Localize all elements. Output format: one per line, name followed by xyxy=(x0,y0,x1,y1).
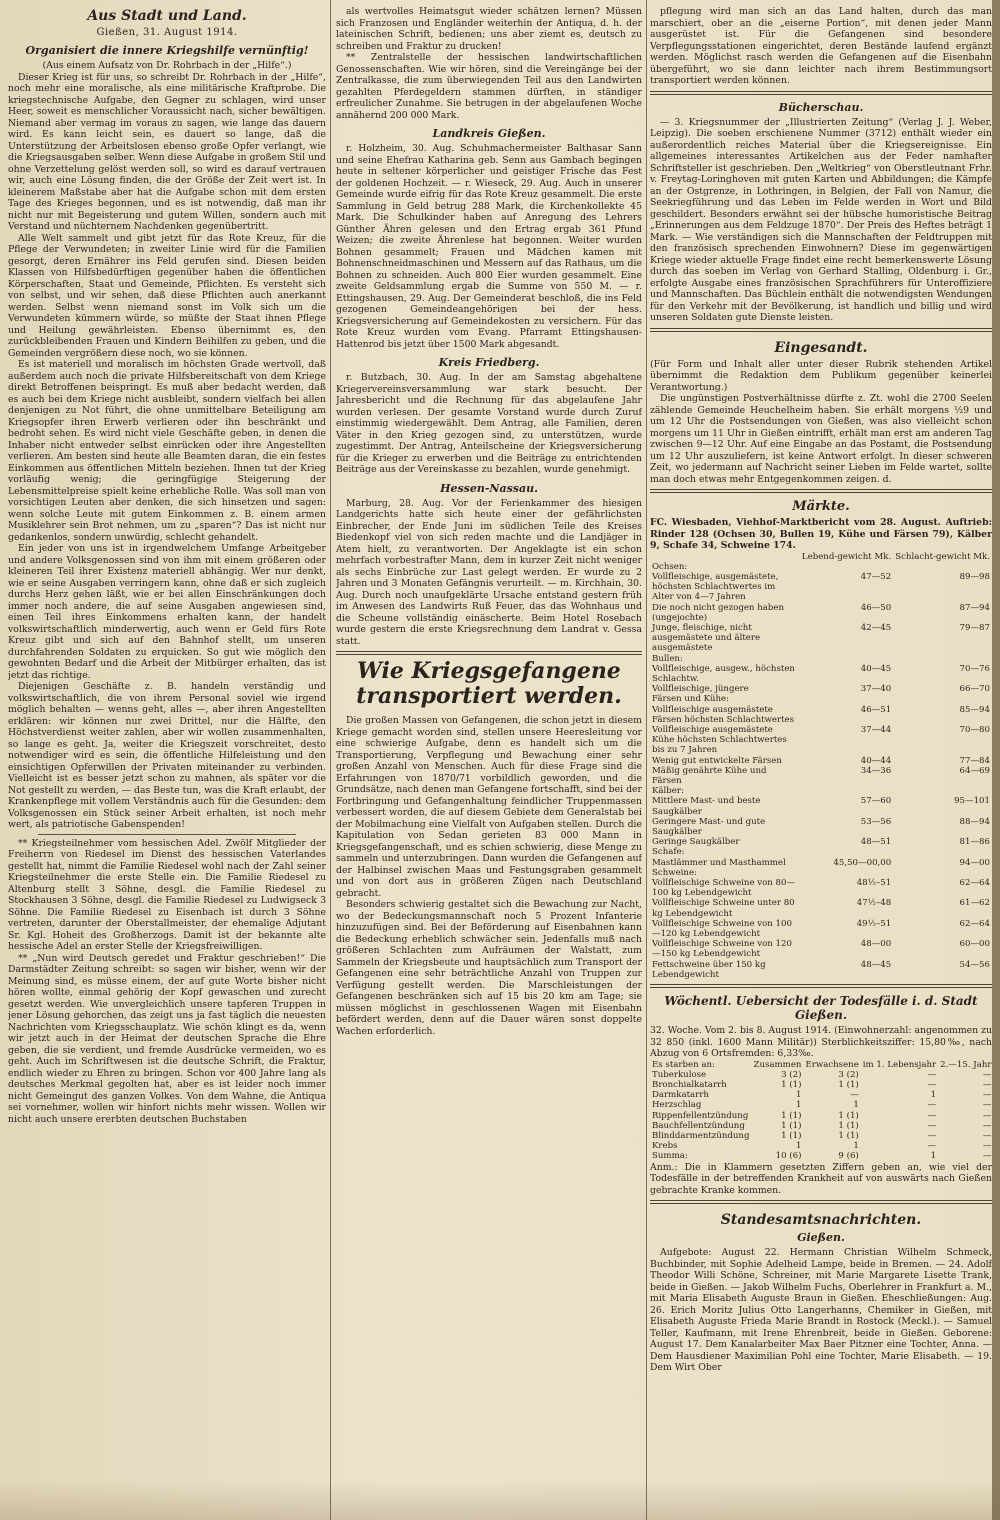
row-value: 94—00 xyxy=(959,857,990,868)
section-heading: Eingesandt. xyxy=(774,339,868,356)
row-value: 57—60 xyxy=(860,796,892,807)
section-title: Aus Stadt und Land. xyxy=(87,8,247,24)
row-value: 42—45 xyxy=(860,622,892,633)
row-value: 46—51 xyxy=(860,704,892,715)
row-label: Geringere Mast- und gute Saugkälber xyxy=(652,816,766,837)
table-row xyxy=(650,786,992,796)
table-row xyxy=(650,796,992,816)
row-value: 1 (1) xyxy=(781,1120,802,1131)
feature-paragraph: Die großen Massen von Gefangenen, die schon jetzt in diesem Kriege gemacht worden sind, stellen unsere Heeresleitung vor eine schwierige Aufgabe, denn es handelt sich um die Transportierung, Verpflegung und Bewachung einer sehr großen Anzahl von Menschen. Auch für diese Frage sind die Erfahrungen von 1870/71 vorbildlich geworden, und die Grundsätze, nach denen man Gefangene fortschafft, sind bei der Fortbringung und Gefangenhaltung feindlicher Truppenmassen verbessert worden, die auf diesem Gebiete dem Generalstab bei der Mobilmachung eine Vielfalt von Aufgaben stellen. Durch die Kapitulation von Sedan gerieten 83 000 Mann in Kriegsgefangenschaft, und es schien schwierig, diese Menge zu sammeln und unterzubringen. Dann wurden die Gefangenen auf der Halbinsel zwischen Maas und Festungsgraben gesammelt und von dort aus in größeren Zügen nach Deutschland gebracht. xyxy=(336,715,642,899)
column-rule xyxy=(330,0,331,1520)
row-value: 47½–48 xyxy=(856,898,892,909)
row-value xyxy=(893,786,992,796)
row-value: 54—56 xyxy=(959,959,990,970)
section-heading: Kreis Friedberg. xyxy=(438,356,540,369)
paper-stain xyxy=(0,1480,1000,1520)
table-row xyxy=(650,705,992,725)
row-value: — xyxy=(982,1141,992,1152)
divider xyxy=(650,328,992,332)
row-value: — xyxy=(982,1100,992,1111)
row-label: Die noch nicht gezogen haben (ungejochte) xyxy=(652,602,784,623)
feature-headline: Wie Kriegsgefangene transportiert werden. xyxy=(356,658,622,709)
row-value: — xyxy=(982,1151,992,1162)
row-value xyxy=(800,786,893,796)
row-value: 70—76 xyxy=(959,663,990,674)
row-value: — xyxy=(927,1079,937,1090)
row-value: 37—44 xyxy=(860,724,892,735)
row-value xyxy=(893,868,992,878)
row-value xyxy=(800,868,893,878)
row-value: 1 xyxy=(930,1090,937,1101)
row-value: 1 (1) xyxy=(838,1120,859,1131)
section-heading: Hessen-Nassau. xyxy=(440,481,538,495)
row-value: 48—00 xyxy=(860,939,892,950)
row-label: Schweine: xyxy=(652,867,697,878)
notice-paragraph: ** Kriegsteilnehmer vom hessischen Adel. Zwölf Mitglieder der Freiherrn von Riedesel im Dienst des hessischen Vaterlandes gestellt hat, nimmt die Familie Riedesel wohl nach der Zahl seiner Kriegsteilnehmer die erste Stelle ein. Die Familie Riedesel zu Altenburg stellt 3 Söhne, desgl. die Familie Riedesel zu Stockhausen 3 Söhne, desgl. die Familie Riedesel zu Ludwigseck 3 Söhne. Die Familie Riedesel zu Eisenbach ist durch 3 Söhne vertreten, darunter der Oberstallmeister, der ehemalige Adjutant Sr. Kgl. Hoheit des Großherzogs. Damit ist der bekannte alte hessische Adel an erster Stelle der Kriegsfreiwilligen. xyxy=(8,837,326,952)
row-label: Ochsen: xyxy=(652,561,688,572)
subheading: Gießen. xyxy=(797,1231,845,1245)
row-value: — xyxy=(927,1110,937,1121)
article-paragraph: Diejenigen Geschäfte z. B. handeln verständig und volkswirtschaftlich, die von ihrem Personal soviel wie irgend möglich behalten — wenns geht, alles —, aber ihren Angestellten erklären: wir können nur zwei Drittel, nur die Hälfte, den Höchstverdienst weiter zahlen, aber wir wollen zusammenhalten, so lange es geht. Ja, weiter die Kriegszeit vorschreitet, desto notwendiger wird es sein, die öffentliche Hilfeleistung und den einsichtigen Opferwillen der Privaten miteinander zu verbinden. Vielleicht ist es besser jetzt schon zu mahnen, als später vor die Not gestellt zu werden, — das Beste tun, was die Kraft erlaubt, der Krankenpflege mit vollem Verständnis auch für die Gesunden: dem Volksgenossen ein Stück seiner Arbeit erhalten, ist noch mehr wert, als patriotische Gabenspenden! xyxy=(8,681,326,830)
table-row xyxy=(650,939,992,959)
notice-paragraph: ** Zentralstelle der hessischen landwirtschaftlichen Genossenschaften. Wie wir hören, sind die Vereingänge bei der Zentralkasse, die zum überwiegenden Teil aus den Landwirten gezahlten Pferdegeldern stammen dürften, in ständiger erfreulicher Zunahme. Sie betrugen in der abgelaufenen Woche annähernd 200 000 Mark. xyxy=(336,52,642,121)
table-row xyxy=(650,756,992,766)
continued-paragraph: pflegung wird man sich an das Land halten, durch das man marschiert, ober an die „eiserne Portion“, mit denen jeder Mann ausgerüstet ist. Für die Gefangenen sind besondere Verpflegungsstationen eingerichtet, deren Bestände laufend ergänzt werden. Möglichst rasch werden die Gefangenen auf die Eisenbahn übergeführt, wo sie dann leichter nach ihrem Bestimmungsort transportiert werden können. xyxy=(650,6,992,86)
row-value xyxy=(893,847,992,857)
section-text: r. Butzbach, 30. Aug. In der am Samstag abgehaltene Kriegervereinsversammlung war stark besucht. Der Jahresbericht und die Rechnung für das abgelaufene Jahr wurden verlesen. Der gesamte Vorstand wurde durch Zuruf einstimmig wiedergewählt. Dem Antrag, alle Familien, deren Väter in den Krieg gezogen sind, zu unterstützen, wurde zugestimmt. Der Antrag, Anteilscheine der Kriegsversicherung für die Krieger zu erwerben und die Beiträge zu entrichtenden Beiträge aus der Vereinskasse zu bezahlen, wurde genehmigt. xyxy=(336,372,642,475)
table-header: im 1. Lebensjahr xyxy=(862,1059,937,1070)
continued-paragraph: als wertvolles Heimatsgut wieder schätzen lernen? Müssen sich Franzosen und Engländer weiterhin der Antiqua, d. h. der lateinischen Schrift, bedienen; uns aber ziemt es, deutsch zu schreiben und Fraktur zu drucken! xyxy=(336,6,642,52)
row-label: Mäßig genährte Kühe und Färsen xyxy=(652,765,767,786)
row-label: Krebs xyxy=(652,1141,678,1152)
row-label: Vollfleischige, ausgew., höchsten Schlachtw. xyxy=(652,663,795,684)
row-value: 89—98 xyxy=(959,571,990,582)
row-value: 70—80 xyxy=(959,724,990,735)
article-paragraph: Es ist materiell und moralisch im höchsten Grade wertvoll, daß außerdem auch noch die private Hilfsbereitschaft von dem Kriege direkt Betroffenen beispringt. Es muß aber bedacht werden, daß es auch bei dem Kriege nicht ausbleibt, sondern vielfach bei allen denjenigen zu Not führt, die ohne unmittelbare Beteiligung am Kriegsopfer ihren Erwerb verlieren oder ihn beschränkt und bedroht sehen. Es wird nicht viele Geschäfte geben, in denen die Inhaber nicht entweder selbst einrücken oder ihre Angestellten verlieren. Am besten sind heute alle Beamten daran, die ein festes Einkommen aus öffentlichen Mitteln beziehen. Ihnen tut der Krieg vorläufig wenig; die geringfügige Steigerung der Lebensmittelpreise spielt keine erhebliche Rolle. Was soll man von vorsichtigen Leuten aber denken, die sich hinsetzen und sagen: wenn solche Leute mit gutem Einkommen z. B. einem armen Musiklehrer sein Brot nehmen, um zu „sparen“? Das ist nicht nur gedankenlos, sondern unwürdig, schlecht gehandelt. xyxy=(8,359,326,543)
section-heading: Standesamtsnachrichten. xyxy=(720,1212,922,1229)
table-row xyxy=(650,1070,992,1080)
row-value: 1 xyxy=(853,1100,859,1111)
table-row xyxy=(650,858,992,868)
row-value: — xyxy=(982,1090,992,1101)
divider xyxy=(650,91,992,95)
section-heading: Landkreis Gießen. xyxy=(432,127,546,140)
row-value: 1 xyxy=(853,1141,859,1152)
row-value: — xyxy=(850,1090,859,1101)
column-3 xyxy=(650,0,992,1374)
table-row xyxy=(650,878,992,898)
row-label: Wenig gut entwickelte Färsen xyxy=(652,755,782,766)
row-label: Vollfleischige Schweine unter 80 kg Lebendgewicht xyxy=(652,898,795,919)
row-value xyxy=(893,562,992,572)
row-value: 87—94 xyxy=(959,602,990,613)
table-row xyxy=(650,562,992,572)
row-value xyxy=(800,847,893,857)
row-value: — xyxy=(927,1141,937,1152)
row-value: — xyxy=(982,1120,992,1131)
table-row xyxy=(650,623,992,654)
row-value: 60—00 xyxy=(959,939,990,950)
row-label: Rippenfellentzündung xyxy=(652,1110,749,1121)
divider xyxy=(650,489,992,493)
row-value: 45,50—00,00 xyxy=(833,857,892,868)
table-row xyxy=(650,960,992,980)
divider xyxy=(650,1200,992,1204)
row-value xyxy=(893,694,992,704)
row-value xyxy=(800,694,893,704)
row-value: 49½–51 xyxy=(856,918,892,929)
section-text: r. Holzheim, 30. Aug. Schuhmachermeister Balthasar Sann und seine Ehefrau Katharina geb. Senn aus Gambach begingen heute in seltener körperlicher und geistiger Frische das Fest der goldenen Hochzeit. — r. Wieseck, 29. Aug. Auch in unserer Gemeinde wurde eifrig für das Rote Kreuz gesammelt. Die erste Sammlung in Geld betrug 288 Mark, die Kirchenkollekte 45 Mark. Die Schulkinder haben auf Anregung des Lehrers Günther Ähren gelesen und den Ertrag ergab 361 Pfund Weizen; die zweite Ährenlese hat begonnen. Weiter wurden Bohnen gesammelt; Frauen und Mädchen kamen mit Bohnenschneidmaschinen und Messern auf das Rathaus, um die Bohnen zu schneiden. Auch 800 Eier wurden gesammelt. Eine zweite Geldsammlung ergab die Summe von 550 M. — r. Ettingshausen, 29. Aug. Der Gemeinderat beschloß, die ins Feld gezogenen Gemeindeangehörigen bei der hess. Kriegsversicherung auf Gemeindekosten zu versichern. Für das Rote Kreuz wurden vom Evang. Pfarramt Ettingshausen-Hattenrod bis jetzt über 1500 Mark abgesandt. xyxy=(336,143,642,350)
stats-intro: 32. Woche. Vom 2. bis 8. August 1914. (Einwohnerzahl: angenommen zu 32 850 (inkl. 1600 Mann Militär)) Sterblichkeitsziffer: 15,80‰, nach Abzug von 6 Ortsfremden: 6,33‰. xyxy=(650,1025,992,1060)
row-value: 1 xyxy=(795,1100,802,1111)
table-row xyxy=(650,1151,992,1161)
death-table xyxy=(650,1060,992,1162)
row-value: 64—69 xyxy=(959,765,990,776)
section-heading: Märkte. xyxy=(792,499,850,514)
table-row xyxy=(650,684,992,694)
row-value: 1 xyxy=(795,1090,802,1101)
divider xyxy=(650,984,992,988)
row-value: — xyxy=(927,1100,937,1111)
table-note: Anm.: Die in Klammern gesetzten Ziffern geben an, wie viel der Todesfälle in der betreffenden Krankheit auf von auswärts nach Gießen gebrachte Kranke kommen. xyxy=(650,1161,992,1196)
disclaimer: (Für Form und Inhalt aller unter dieser Rubrik stehenden Artikel übernimmt die Redaktion dem Publikum gegenüber keinerlei Verantwortung.) xyxy=(650,358,992,393)
article-paragraph: Dieser Krieg ist für uns, so schreibt Dr. Rohrbach in der „Hilfe“, noch mehr eine moralische, als eine militärische Kraftprobe. Die kriegstechnische Aufgabe, den Gegner zu schlagen, wird unser Heer, soweit es menschlicher Voraussicht nach, sicher bewältigen. Niemand aber vermag im voraus zu sagen, wie lange das dauern wird. Es kann leicht sein, es dauert so lange, daß die Unterstützung der Arbeitslosen ebenso große Opfer verlangt, wie die Kriegsausgaben selber. Wenn diese Aufgabe in großem Stil und ohne Verzettelung gelöst werden soll, so wird es darauf vertrauen wir, auch eine Lösung finden, die der Größe der Zeit wert ist. In kleinerem Maßstabe aber hat die Aufgabe schon mit dem ersten Tage des Krieges begonnen, und es ist notwendig, daß man ihr nicht nur mit Begeisterung und gutem Willen, sondern auch mit Verstand und nüchternem Nachdenken gegenübertritt. xyxy=(8,71,326,232)
row-value: 88—94 xyxy=(959,816,990,827)
table-row xyxy=(650,837,992,847)
row-label: Bronchialkatarrh xyxy=(652,1079,727,1090)
market-table xyxy=(650,552,992,981)
row-value xyxy=(800,654,893,664)
dateline: Gießen, 31. August 1914. xyxy=(96,27,238,38)
row-value: 1 (1) xyxy=(781,1079,802,1090)
row-value: 62—64 xyxy=(959,878,990,888)
table-row xyxy=(650,1090,992,1100)
market-intro: FC. Wiesbaden, Viehhof-Marktbericht vom 28. August. Auftrieb: Rinder 128 (Ochsen 30, Bullen 19, Kühe und Färsen 79), Kälber 9, Schafe 34, Schweine 174. xyxy=(650,517,992,551)
table-row xyxy=(650,1080,992,1090)
row-value: 40—44 xyxy=(860,755,892,766)
row-value: 53—56 xyxy=(860,816,892,827)
row-value: 1 (1) xyxy=(781,1110,802,1121)
row-value: — xyxy=(927,1130,937,1141)
row-value xyxy=(893,654,992,664)
table-row xyxy=(650,654,992,664)
row-value: 95—101 xyxy=(954,796,990,807)
table-row xyxy=(650,868,992,878)
table-row xyxy=(650,1111,992,1121)
row-value xyxy=(800,562,893,572)
column-2 xyxy=(336,0,642,1037)
column-1 xyxy=(8,0,326,1125)
article-paragraph: Ein jeder von uns ist in irgendwelchem Umfange Arbeitgeber und andere Volksgenossen sind von ihm mit einem größeren oder kleineren Teil ihrer Existenz materiell abhängig. Wer nur denkt, wie er seine Ausgaben verringern kann, ohne daß er sich zugleich durchs Herz gehen läßt, wie er bei allen Einschränkungen doch immer noch andere, die auf seine Ausgaben angewiesen sind, einen Teil ihres Einkommens erhalten kann, der handelt volkswirtschaftlich minderwertig, auch wenn er Geld fürs Rote Kreuz gibt und sich auf den Bahnhof stellt, um unseren durchfahrenden Soldaten zu erquicken. So gut wie möglich den gewohnten Bedarf und die Arbeit der Mitbürger erhalten, das ist jetzt das richtige. xyxy=(8,543,326,681)
row-value: — xyxy=(927,1069,937,1080)
row-value: 47—52 xyxy=(860,571,892,582)
row-value: 9 (6) xyxy=(838,1151,859,1162)
table-row xyxy=(650,1141,992,1151)
row-value: 48—51 xyxy=(860,837,892,848)
section-heading: Wöchentl. Uebersicht der Todesfälle i. d. Stadt Gießen. xyxy=(664,994,978,1023)
row-value: 48—45 xyxy=(860,959,892,970)
row-value: 85—94 xyxy=(959,704,990,715)
table-header: Zusammen xyxy=(753,1059,802,1070)
divider xyxy=(336,651,642,655)
row-label: Junge, fleischige, nicht ausgemästete und ältere ausgemästete xyxy=(652,622,761,654)
table-row xyxy=(650,664,992,684)
row-label: Mittlere Mast- und beste Saugkälber xyxy=(652,796,761,817)
row-value: 48½–51 xyxy=(856,878,892,888)
row-value: — xyxy=(982,1079,992,1090)
table-row xyxy=(650,919,992,939)
table-row xyxy=(650,1121,992,1131)
row-value: 62—64 xyxy=(959,918,990,929)
row-label: Vollfleischige Schweine von 120—150 kg Lebendgewicht xyxy=(652,939,792,960)
row-label: Blinddarmentzündung xyxy=(652,1130,750,1141)
table-row xyxy=(650,572,992,603)
article-paragraph: Alle Welt sammelt und gibt jetzt für das Rote Kreuz, für die Pflege der Verwundeten; in zweiter Linie wird für die Familien gesorgt, deren Ernährer ins Feld gerufen sind. Diesen beiden Klassen von Hilfsbedürftigen gegenüber haben die öffentlichen Körperschaften, Staat und Gemeinde, Pflichten. Es versteht sich von selbst, und wir sehen, daß diese Pflichten auch anerkannt werden. Selbst wenn niemand sonst im Volk sich um die Verwundeten kümmern würde, so müßte der Staat ihnen Pflege und Heilung gewährleisten. Ebenso übernimmt es, den zurückbleibenden Frauen und Kindern Beihilfen zu geben, und die Gemeinden vergrößern diese noch, wo sie können. xyxy=(8,232,326,359)
section-text: Die ungünstigen Postverhältnisse dürfte z. Zt. wohl die 2700 Seelen zählende Gemeinde Heuchelheim haben. Sie erhält morgens ½9 und um 12 Uhr die Postsendungen von Gießen, was also vielleicht schon morgens um 11 Uhr in Gießen eintrifft, erhält man erst am anderen Tag zwischen 9—12 Uhr. Auf eine Eingabe an das Postamt, die Postsendung um 12 Uhr auszuliefern, ist keine Antwort erfolgt. In dieser schweren Zeit, wo jedermann auf Nachricht seiner Lieben im Felde wartet, sollte man doch etwas mehr Entgegenkommen zeigen. d. xyxy=(650,393,992,485)
row-value: 81—86 xyxy=(959,837,990,848)
section-text: Aufgebote: August 22. Hermann Christian Wilhelm Schmeck, Buchbinder, mit Sophie Adelheid Lampe, beide in Bremen. — 24. Adolf Theodor Willi Schöne, Schreiner, mit Marie Margarete Lisette Trank, beide in Gießen. — Jakob Wilhelm Fuchs, Oberlehrer in Frankfurt a. M., mit Maria Elisabeth Auguste Braun in Gießen. Eheschließungen: Aug. 26. Erich Moritz Julius Otto Langerhanns, Chemiker in Gießen, mit Elisabeth Auguste Frieda Marie Brandt in Rostock (Meckl.). — Samuel Teller, Kaufmann, mit Irene Ehrenbreit, beide in Gießen. Geborene: August 17. Dem Kanalarbeiter Max Baer Pitzner eine Tochter, Anna. — Dem Hausdiener Maximilian Pohl eine Tochter, Marie Elisabeth. — 19. Dem Wirt Ober xyxy=(650,1247,992,1374)
row-value: — xyxy=(982,1069,992,1080)
column-rule xyxy=(646,0,647,1520)
table-row xyxy=(650,1131,992,1141)
row-value: 1 (1) xyxy=(838,1110,859,1121)
row-label: Tuberkulose xyxy=(652,1069,707,1080)
row-label: Vollfleischige Schweine von 80—100 kg Lebendgewicht xyxy=(652,878,796,899)
row-label: Darmkatarrh xyxy=(652,1090,709,1101)
row-value: 46—50 xyxy=(860,602,892,613)
feature-paragraph: Besonders schwierig gestaltet sich die Bewachung zur Nacht, wo der Bedeckungsmannschaft noch 5 Prozent Infanterie hinzuzufügen sind. Bei der Beförderung auf Eisenbahnen kann die Bedeckung erheblich schwächer sein. Jedenfalls muß nach größeren Schlachten zum Aufräumen der Walstatt, zum Sammeln der Kriegsbeute und hauptsächlich zum Transport der Gefangenen eine sehr beträchtliche Anzahl von Truppen zur Verfügung gestellt werden. Die Marschleistungen der Gefangenen beschränken sich auf 15 bis 20 km am Tage; sie müssen möglichst in geschlossenen Wagen mit Eisenbahn befördert werden, denn auf die Dauer wären sonst doppelte Wachen erforderlich. xyxy=(336,899,642,1037)
row-value: 10 (6) xyxy=(775,1151,802,1162)
row-label: Schafe: xyxy=(652,847,685,858)
row-value: 1 xyxy=(795,1141,802,1152)
row-value: 66—70 xyxy=(959,684,990,695)
row-value: 1 (1) xyxy=(838,1079,859,1090)
page-edge xyxy=(992,0,1000,1520)
table-row xyxy=(650,694,992,704)
divider xyxy=(38,834,296,835)
section-heading: Bücherschau. xyxy=(778,100,864,114)
article-source: (Aus einem Aufsatz von Dr. Rohrbach in der „Hilfe“.) xyxy=(42,60,292,71)
table-header: 2.—15. Jahr xyxy=(940,1059,992,1070)
row-value: 77—84 xyxy=(959,755,990,766)
table-row xyxy=(650,1100,992,1110)
row-label: Bullen: xyxy=(652,653,683,664)
section-text: Marburg, 28. Aug. Vor der Ferienkammer des hiesigen Landgerichts hatte sich heute einer der gefährlichsten Einbrecher, der Ende Juni im südlichen Teile des Kreises Biedenkopf viel von sich reden machte und die Landjäger in Atem hielt, zu verantworten. Der Angeklagte ist ein schon mehrfach vorbestrafter Mann, dem in kurzer Zeit nicht weniger als sechs Einbrüche zur Last gelegt werden. Er wurde zu 2 Jahren und 3 Monaten Gefängnis verurteilt. — m. Kirchhain, 30. Aug. Durch noch unaufgeklärte Ursache entstand gestern früh im Anwesen des Landwirts Ruß Feuer, das das Wohnhaus und die Scheune vollständig einäscherte. Beim Hotel Rosebach wurde gestern die erste Kriegsrechnung dem Landrat v. Gessa statt. xyxy=(336,497,642,647)
row-label: Herzschlag xyxy=(652,1100,702,1111)
row-value: 1 (1) xyxy=(838,1130,859,1141)
row-label: Kälber: xyxy=(652,786,684,797)
row-value: 61—62 xyxy=(959,898,990,909)
row-label: Färsen und Kühe: xyxy=(652,694,729,705)
row-value: 3 (2) xyxy=(781,1069,802,1080)
table-header: Schlacht-gewicht Mk. xyxy=(895,551,990,562)
table-row xyxy=(650,898,992,918)
row-value: 37—40 xyxy=(860,684,892,695)
section-text: — 3. Kriegsnummer der „Illustrierten Zeitung“ (Verlag J. J. Weber, Leipzig). Die soeben erschienene Nummer (3712) enthält wieder ein außerordentlich reiches Material über die Kriegsereignisse. Ein allgemeines interessantes Artikelchen aus der Feder namhafter Schriftsteller ist geschrieben. Den „Weltkrieg“ von Oberstleutnant Frhr. v. Freytag-Loringhoven mit guten Karten und Abbildungen; die Kämpfe an der Ostgrenze, in Lothringen, in Belgien, der Fall von Namur, die Seekriegführung und das Leben im Felde werden in Wort und Bild geschildert. Besonders erwähnt sei der hübsche humoristische Beitrag „Erinnerungen aus dem Feldzuge 1870“. Der Preis des Heftes beträgt 1 Mark. — Wie verständigen sich die Mannschaften der Feldtruppen mit den französisch sprechenden Einwohnern? Diese im gegenwärtigen Kriege wieder aktuelle Frage findet eine recht bemerkenswerte Lösung durch das soeben im Verlag von Gerhard Stalling, Oldenburg i. Gr., erfolgte Ausgabe eines französischen Sprachführers für Unteroffiziere und Mannschaften. Das Büchlein enthält die notwendigsten Wendungen für den Verkehr mit der Bevölkerung, ist handlich und billig und wird unseren Soldaten gute Dienste leisten. xyxy=(650,116,992,323)
row-value: 34—36 xyxy=(860,765,892,776)
row-value: 1 xyxy=(930,1151,937,1162)
row-value: — xyxy=(982,1110,992,1121)
row-label: Bauchfellentzündung xyxy=(652,1120,745,1131)
table-header: Lebend-gewicht Mk. xyxy=(801,551,892,562)
table-row xyxy=(650,817,992,837)
row-label: Vollfleischige Schweine von 100—120 kg Lebendgewicht xyxy=(652,918,792,940)
row-label: Vollfleischige ausgemästete Kühe höchsten Schlachtwertes bis zu 7 Jahren xyxy=(652,724,787,756)
row-label: Vollfleischige, jüngere xyxy=(652,684,749,695)
table-header xyxy=(650,552,800,562)
table-row xyxy=(650,603,992,623)
table-row xyxy=(650,725,992,756)
row-value: 79—87 xyxy=(959,622,990,633)
table-row xyxy=(650,847,992,857)
row-value: — xyxy=(982,1130,992,1141)
row-label: Mastlämmer und Masthammel xyxy=(652,857,786,868)
table-row xyxy=(650,766,992,786)
notice-paragraph: ** „Nun wird Deutsch geredet und Fraktur geschrieben!“ Die Darmstädter Zeitung schreibt: so sagen wir bisher, wenn wir der Meinung sind, es müsse einem, der auf gute Worte bisher nicht hören wollte, einmal gehörig der Kopf gewaschen und zurecht gesetzt werden. Wie unvergleichlich unsere tapferen Truppen in jener Lösung gehorchen, das zeigt uns ja fast täglich die neuesten Nachrichten vom Kriegsschauplatz. Wie schön klingt es da, wenn wir jetzt auch in der Heimat der deutschen Sprache die Ehre geben, die sie verdient, und fremde Ausdrücke vermeiden, wo es geht. Auch im Schriftwesen ist die deutsche Schrift, die Fraktur, endlich wieder zu Ehren zu bringen. Schon vor 400 Jahre lang als deutsches Merkmal gegolten hat, aber es ist leider noch immer nicht Gemeingut des ganzen Volkes. Von dem Wahne, die Antiqua sei vornehmer, wollen wir hinfort nichts mehr wissen. Wollen wir nicht auch unsere ererbten deutschen Buchstaben xyxy=(8,952,326,1125)
row-label: Vollfleischige ausgemästete Färsen höchsten Schlachtwertes xyxy=(652,704,795,725)
row-label: Summa: xyxy=(652,1151,688,1162)
table-header: Erwachsene xyxy=(805,1059,859,1070)
row-label: Vollfleischige, ausgemästete, höchsten Schlachtwertes im Alter von 4—7 Jahren xyxy=(652,571,779,603)
row-value: 40—45 xyxy=(860,663,892,674)
row-value: 1 (1) xyxy=(781,1130,802,1141)
article-headline: Organisiert die innere Kriegshilfe vernünftig! xyxy=(25,44,309,57)
row-label: Fettschweine über 150 kg Lebendgewicht xyxy=(652,959,766,980)
table-header: Es starben an: xyxy=(652,1059,715,1070)
row-value: — xyxy=(927,1120,937,1131)
row-label: Geringe Saugkälber xyxy=(652,837,740,848)
row-value: 3 (2) xyxy=(838,1069,859,1080)
